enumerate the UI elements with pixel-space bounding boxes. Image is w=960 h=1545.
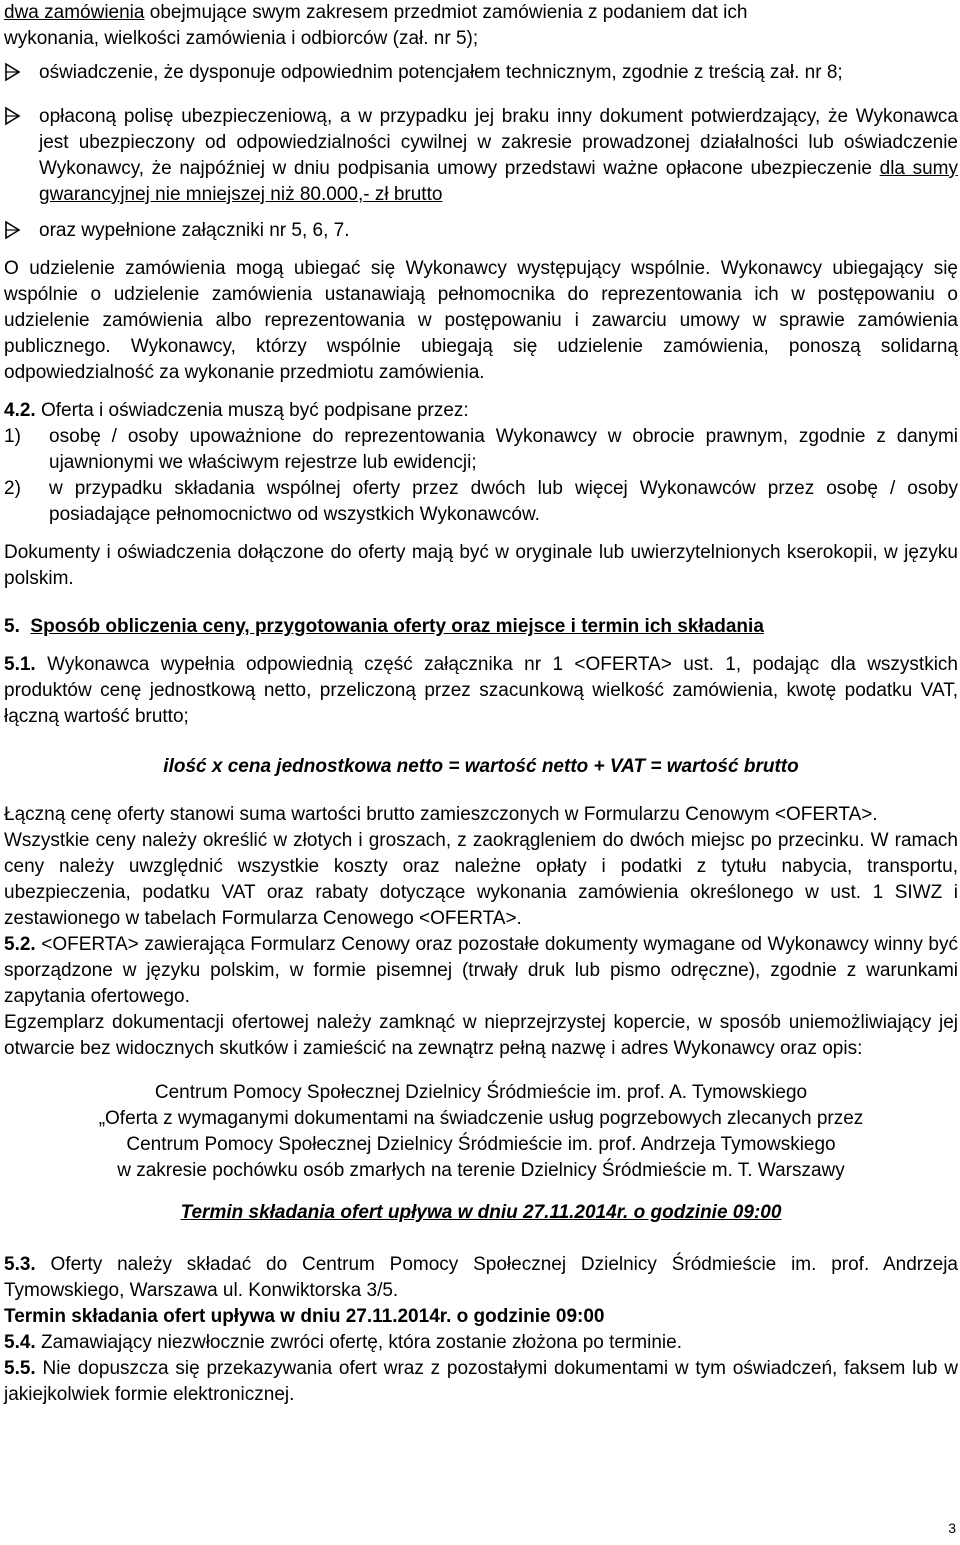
envelope-line: Centrum Pomocy Społecznej Dzielnicy Śródmieście im. prof. A. Tymowskiego <box>154 1082 808 1103</box>
deadline-bold: Termin składania ofert upływa w dniu 27.11.2014r. o godzinie 09:00 <box>4 1306 605 1327</box>
section-5-2 <box>4 932 958 1010</box>
deadline-italic <box>4 1200 958 1226</box>
underlined-phrase: dwa zamówienia <box>4 2 145 23</box>
bullet-text-part: opłaconą polisę ubezpieczeniową, a w przypadku jej braku inny dokument potwierdzający, że Wykonawca jest ubezpieczony od odpowiedzialności cywilnej w zakresie prowadzonej działalności lub oświadczenie Wykonawcy, że najpóźniej w dniu podpisania umowy przedstawi ważne opłacone ubezpieczenie <box>39 106 958 179</box>
formula-text: ilość x cena jednostkowa netto = wartość netto + VAT = wartość brutto <box>163 756 799 777</box>
price-formula <box>4 754 958 780</box>
section-5-4 <box>4 1330 958 1356</box>
arrow-bullet-icon <box>4 60 26 82</box>
paragraph-total-price: Łączną cenę oferty stanowi suma wartości brutto zamieszczonych w Formularzu Cenowym <OFERTA>. <box>4 804 878 825</box>
section-5-5 <box>4 1356 958 1408</box>
bullet-item <box>4 60 958 86</box>
arrow-bullet-icon <box>4 104 26 126</box>
item-text: w przypadku składania wspólnej oferty przez dwóch lub więcej Wykonawców przez osobę / osoby posiadające pełnomocnictwo od wszystkich Wykonawców. <box>49 478 958 525</box>
section-number: 5. <box>4 616 20 637</box>
paragraph-text: obejmujące swym zakresem przedmiot zamówienia z podaniem dat ich <box>144 2 748 23</box>
paragraph-prices: Wszystkie ceny należy określić w złotych i groszach, z zaokrągleniem do dwóch miejsc po przecinku. W ramach ceny należy uwzględnić wszystkie koszty oraz należne opłaty i podatki z tytułu nabycia, transportu, ubezpieczenia, podatku VAT oraz rabaty dotyczące wykonania zamówienia określonego w ust. 1 SIWZ i zestawionego w tabelach Formularza Cenowego <OFERTA>. <box>4 830 958 929</box>
paragraph-text: wykonania, wielkości zamówienia i odbiorców (zał. nr 5); <box>4 28 479 49</box>
document-page <box>4 0 958 1408</box>
section-4-2 <box>4 398 958 424</box>
bullet-item <box>4 104 958 208</box>
section-5-3 <box>4 1252 958 1304</box>
underlined-phrase: dla sumy gwarancyjnej nie mniejszej niż 80.000,- zł brutto <box>39 158 958 205</box>
section-number: 5.3. <box>4 1254 36 1275</box>
bullet-item <box>4 218 958 244</box>
numbered-item <box>4 424 958 476</box>
deadline-text: Termin składania ofert upływa w dniu 27.11.2014r. o godzinie 09:00 <box>180 1202 782 1223</box>
section-text: Oferta i oświadczenia muszą być podpisane przez: <box>35 400 469 421</box>
section-title: Sposób obliczenia ceny, przygotowania oferty oraz miejsce i termin ich składania <box>30 616 764 637</box>
envelope-line: „Oferta z wymaganymi dokumentami na świadczenie usług pogrzebowych zlecanych przez <box>98 1108 864 1129</box>
section-number: 5.4. <box>4 1332 36 1353</box>
section-text: Wykonawca wypełnia odpowiednią część załącznika nr 1 <OFERTA> ust. 1, podając dla wszystkich produktów cenę jednostkową netto, przeliczoną przez szacunkową wielkość zamówienia, kwotę podatku VAT, łączną wartość brutto; <box>4 654 958 727</box>
envelope-line: w zakresie pochówku osób zmarłych na terenie Dzielnicy Śródmieście m. T. Warszawy <box>117 1160 845 1181</box>
numbered-item <box>4 476 958 528</box>
item-number: 1) <box>4 426 21 447</box>
continued-paragraph <box>4 0 958 52</box>
paragraph-consortium: O udzielenie zamówienia mogą ubiegać się Wykonawcy występujący wspólnie. Wykonawcy ubiegający się wspólnie o udzielenie zamówienia ustanawiają pełnomocnika do reprezentowania ich w postępowaniu o udzielenie zamówienia albo reprezentowania w postępowaniu i zawarciu umowy w sprawie zamówienia publicznego. Wykonawcy, którzy wspólnie ubiegają się udzielenie zamówienia, ponoszą solidarną odpowiedzialność za wykonanie przedmiotu zamówienia. <box>4 258 958 383</box>
item-text: osobę / osoby upoważnione do reprezentowania Wykonawcy w obrocie prawnym, zgodnie z danymi ujawnionymi we właściwym rejestrze lub ewidencji; <box>49 426 958 473</box>
section-text: <OFERTA> zawierająca Formularz Cenowy oraz pozostałe dokumenty wymagane od Wykonawcy winny być sporządzone w języku polskim, w formie pisemnej (trwały druk lub pismo odręczne), zgodnie z warunkami zapytania ofertowego. <box>4 934 958 1007</box>
bullet-text: oświadczenie, że dysponuje odpowiednim potencjałem technicznym, zgodnie z treścią zał. nr 8; <box>39 62 843 83</box>
section-number: 4.2. <box>4 400 36 421</box>
paragraph-documents: Dokumenty i oświadczenia dołączone do oferty mają być w oryginale lub uwierzytelnionych kserokopii, w języku polskim. <box>4 542 958 589</box>
bullet-text: oraz wypełnione załączniki nr 5, 6, 7. <box>39 220 350 241</box>
section-number: 5.2. <box>4 934 36 955</box>
section-5-1 <box>4 652 958 730</box>
bullet-text <box>39 104 958 208</box>
section-5-heading <box>4 614 958 640</box>
section-number: 5.5. <box>4 1358 36 1379</box>
item-number: 2) <box>4 478 21 499</box>
section-text: Zamawiający niezwłocznie zwróci ofertę, która zostanie złożona po terminie. <box>35 1332 682 1353</box>
envelope-label <box>4 1080 958 1184</box>
section-number: 5.1. <box>4 654 36 675</box>
page-number: 3 <box>948 1520 956 1536</box>
arrow-bullet-icon <box>4 218 26 240</box>
section-text: Nie dopuszcza się przekazywania ofert wraz z pozostałymi dokumentami w tym oświadczeń, faksem lub w jakiejkolwiek formie elektronicznej. <box>4 1358 958 1405</box>
section-text: Oferty należy składać do Centrum Pomocy Społecznej Dzielnicy Śródmieście im. prof. Andrzeja Tymowskiego, Warszawa ul. Konwiktorska 3/5. <box>4 1254 958 1301</box>
envelope-line: Centrum Pomocy Społecznej Dzielnicy Śródmieście im. prof. Andrzeja Tymowskiego <box>126 1134 836 1155</box>
paragraph-envelope: Egzemplarz dokumentacji ofertowej należy zamknąć w nieprzejrzystej kopercie, w sposób uniemożliwiający jej otwarcie bez widocznych skutków i zamieścić na zewnątrz pełną nazwę i adres Wykonawcy oraz opis: <box>4 1012 958 1059</box>
